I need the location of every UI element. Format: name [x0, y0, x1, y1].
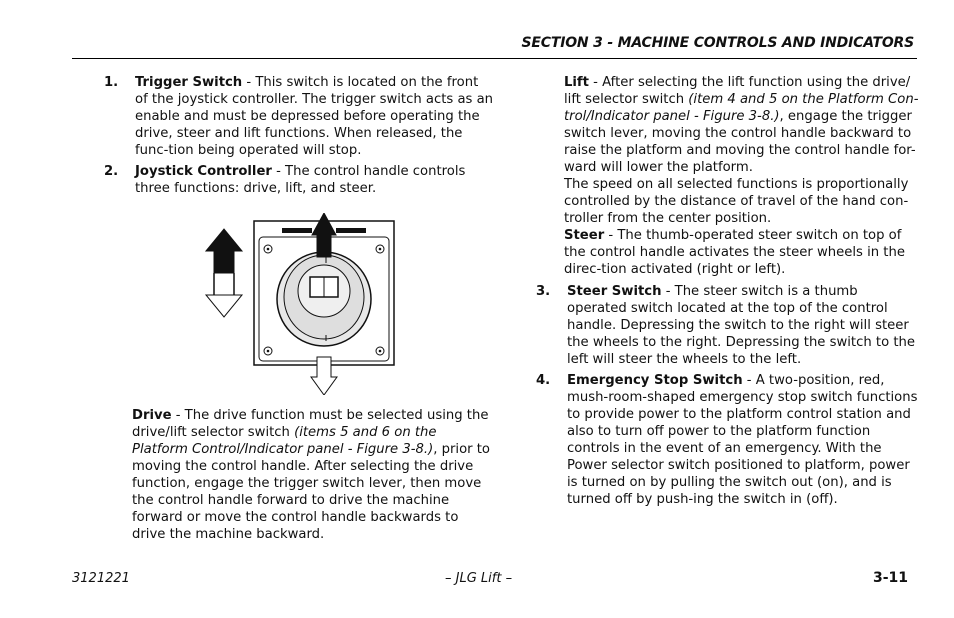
list-item-trigger-switch — [104, 74, 494, 159]
item-text: - A two-position, red, mush-room-shaped emergency stop switch functions to provide power to the platform control station and also to turn off power to the platform function controls in the event of an emergency. With the Power selector switch positioned to platform, power is turned on by pulling the switch out (on), and is turned off by push-ing the switch in (off). — [567, 373, 918, 507]
term-lift: Lift — [564, 75, 589, 90]
drive-paragraph: Drive - The drive function must be selected using the drive/lift selector switch (items 5 and 6 on the Platform Control/Indicator panel - Figure 3-8.), prior to moving the control handle. After selecting the drive function, engage the trigger switch lever, then move the control handle forward to drive the machine forward or move the control handle backwards to drive the machine backward. — [132, 408, 490, 542]
item-text: - The steer switch is a thumb operated switch located at the top of the control handle. Depressing the switch to the right will steer the wheels to the right. Depressing the switch to the left will steer the wheels to the left. — [567, 284, 915, 367]
header-divider — [72, 58, 917, 59]
drive-direction-arrows — [206, 229, 242, 317]
item-number: 3. — [536, 284, 551, 299]
speed-paragraph: The speed on all selected functions is proportionally controlled by the distance of travel of the hand con-troller from the center position. — [564, 177, 909, 226]
item-number: 4. — [536, 373, 551, 388]
joystick-controller-illustration — [202, 213, 402, 395]
list-item-emergency-stop — [536, 372, 920, 508]
term-emergency-stop-switch: Emergency Stop Switch — [567, 373, 743, 388]
joystick-figure — [104, 213, 494, 395]
section-title: SECTION 3 - MACHINE CONTROLS AND INDICATORS — [521, 35, 914, 51]
lift-paragraph: Lift - After selecting the lift function using the drive/ lift selector switch (item 4 and 5 on the Platform Con-trol/Indicator panel - Figure 3-8.), engage the trigger switch lever, moving the control handle backward to raise the platform and moving the control handle for-ward will lower the platform. — [564, 75, 919, 175]
term-steer-switch: Steer Switch — [567, 284, 662, 299]
list-item-steer-switch — [536, 283, 920, 368]
figure-reference: (items 5 and 6 on the Platform Control/Indicator panel - Figure 3-8.) — [132, 425, 437, 457]
term-drive: Drive — [132, 408, 172, 423]
joystick-handle — [277, 252, 371, 346]
item-text: - The control handle controls three functions: drive, lift, and steer. — [135, 164, 466, 196]
page-number: 3-11 — [872, 570, 908, 586]
steer-paragraph: Steer - The thumb-operated steer switch on top of the control handle activates the steer wheels in the direc-tion activated (right or left). — [564, 228, 905, 277]
term-trigger-switch: Trigger Switch — [135, 75, 243, 90]
item-text: - This switch is located on the front of the joystick controller. The trigger switch acts as an enable and must be depressed before operating the drive, steer and lift functions. When released, the func-tion being operated will stop. — [135, 75, 494, 158]
left-column — [104, 74, 494, 543]
item-number: 1. — [104, 75, 119, 90]
document-number: 3121221 — [72, 571, 130, 586]
item-number: 2. — [104, 164, 119, 179]
term-steer: Steer — [564, 228, 605, 243]
list-item-joystick-controller — [104, 163, 494, 197]
footer-center-text: – JLG Lift – — [445, 571, 513, 586]
right-column — [536, 74, 920, 512]
term-joystick-controller: Joystick Controller — [135, 164, 272, 179]
figure-reference: (item 4 and 5 on the Platform Con-trol/Indicator panel - Figure 3-8.) — [564, 92, 919, 124]
